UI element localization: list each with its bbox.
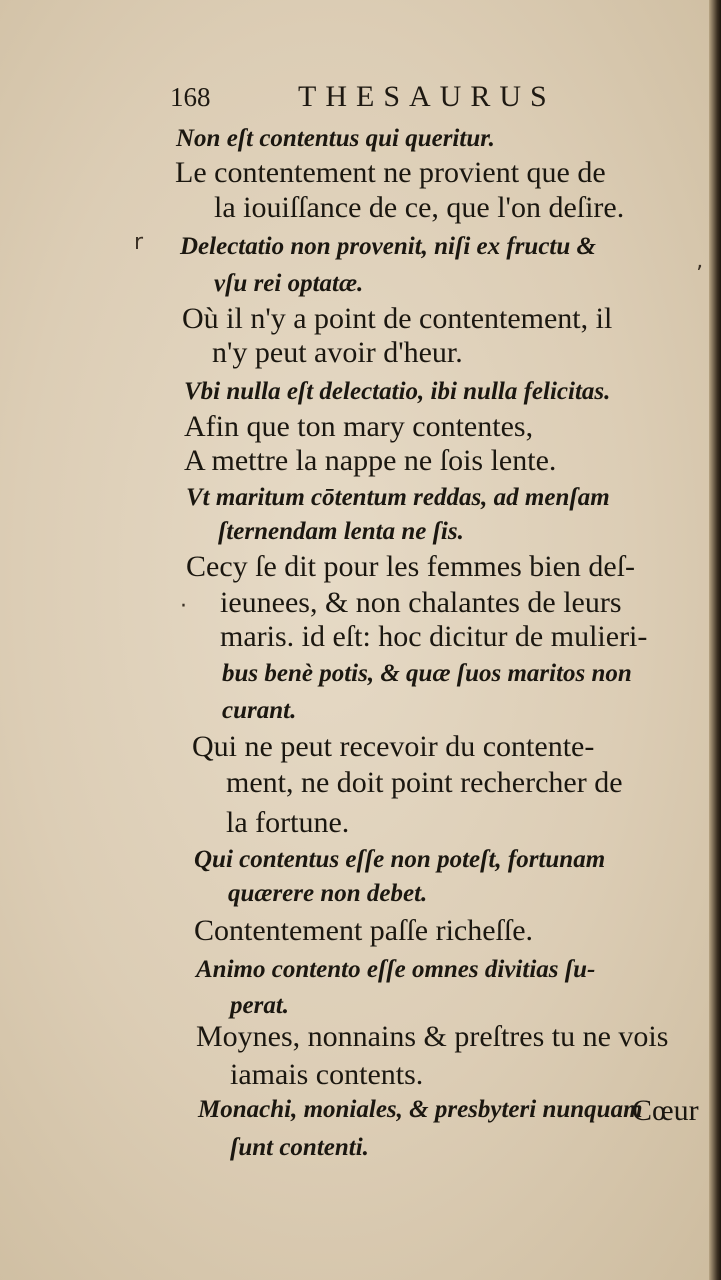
latin-line: bus benè potis, & quæ ſuos maritos non: [222, 660, 632, 687]
latin-line: Non eſt contentus qui queritur.: [176, 125, 495, 152]
french-line: Moynes, nonnains & preſtres tu ne vois: [196, 1020, 669, 1053]
french-line: Qui ne peut recevoir du contente-: [192, 730, 595, 763]
margin-mark: r: [134, 230, 144, 255]
latin-line: quærere non debet.: [228, 880, 428, 907]
french-line: Cecy ſe dit pour les femmes bien deſ-: [186, 550, 636, 583]
french-line: iamais contents.: [230, 1058, 424, 1091]
french-line: maris. id eſt: hoc dicitur de mulieri-: [220, 620, 648, 653]
margin-mark: ·: [180, 594, 187, 619]
catchword: Cœur: [632, 1094, 699, 1127]
latin-line: perat.: [230, 992, 290, 1019]
margin-mark: ʼ: [696, 262, 703, 287]
french-line: ieunees, & non chalantes de leurs: [220, 586, 622, 619]
french-line: ment, ne doit point rechercher de: [226, 766, 623, 799]
french-line: A mettre la nappe ne ſois lente.: [184, 444, 557, 477]
french-line: Contentement paſſe richeſſe.: [194, 914, 534, 947]
running-title: THESAURUS: [298, 80, 556, 113]
french-line: la iouiſſance de ce, que l'on deſire.: [214, 191, 625, 224]
latin-line: curant.: [222, 697, 297, 724]
latin-line: Monachi, moniales, & presbyteri nunquam: [198, 1096, 643, 1123]
latin-line: vſu rei optatæ.: [214, 270, 364, 297]
french-line: Afin que ton mary contentes,: [184, 410, 534, 443]
page-number: 168: [170, 82, 211, 112]
latin-line: ſunt contenti.: [230, 1134, 369, 1161]
french-line: n'y peut avoir d'heur.: [212, 336, 463, 369]
latin-line: Qui contentus eſſe non poteſt, fortunam: [194, 846, 606, 873]
french-line: Le contentement ne provient que de: [175, 156, 606, 189]
french-line: Où il n'y a point de contentement, il: [182, 302, 613, 335]
latin-line: Delectatio non provenit, niſi ex fructu &: [180, 233, 596, 260]
french-line: la fortune.: [226, 806, 350, 839]
latin-line: Vbi nulla eſt delectatio, ibi nulla felicitas.: [184, 378, 611, 405]
latin-line: Vt maritum cōtentum reddas, ad menſam: [186, 484, 610, 511]
latin-line: ſternendam lenta ne ſis.: [218, 518, 464, 545]
latin-line: Animo contento eſſe omnes divitias ſu-: [196, 956, 596, 983]
